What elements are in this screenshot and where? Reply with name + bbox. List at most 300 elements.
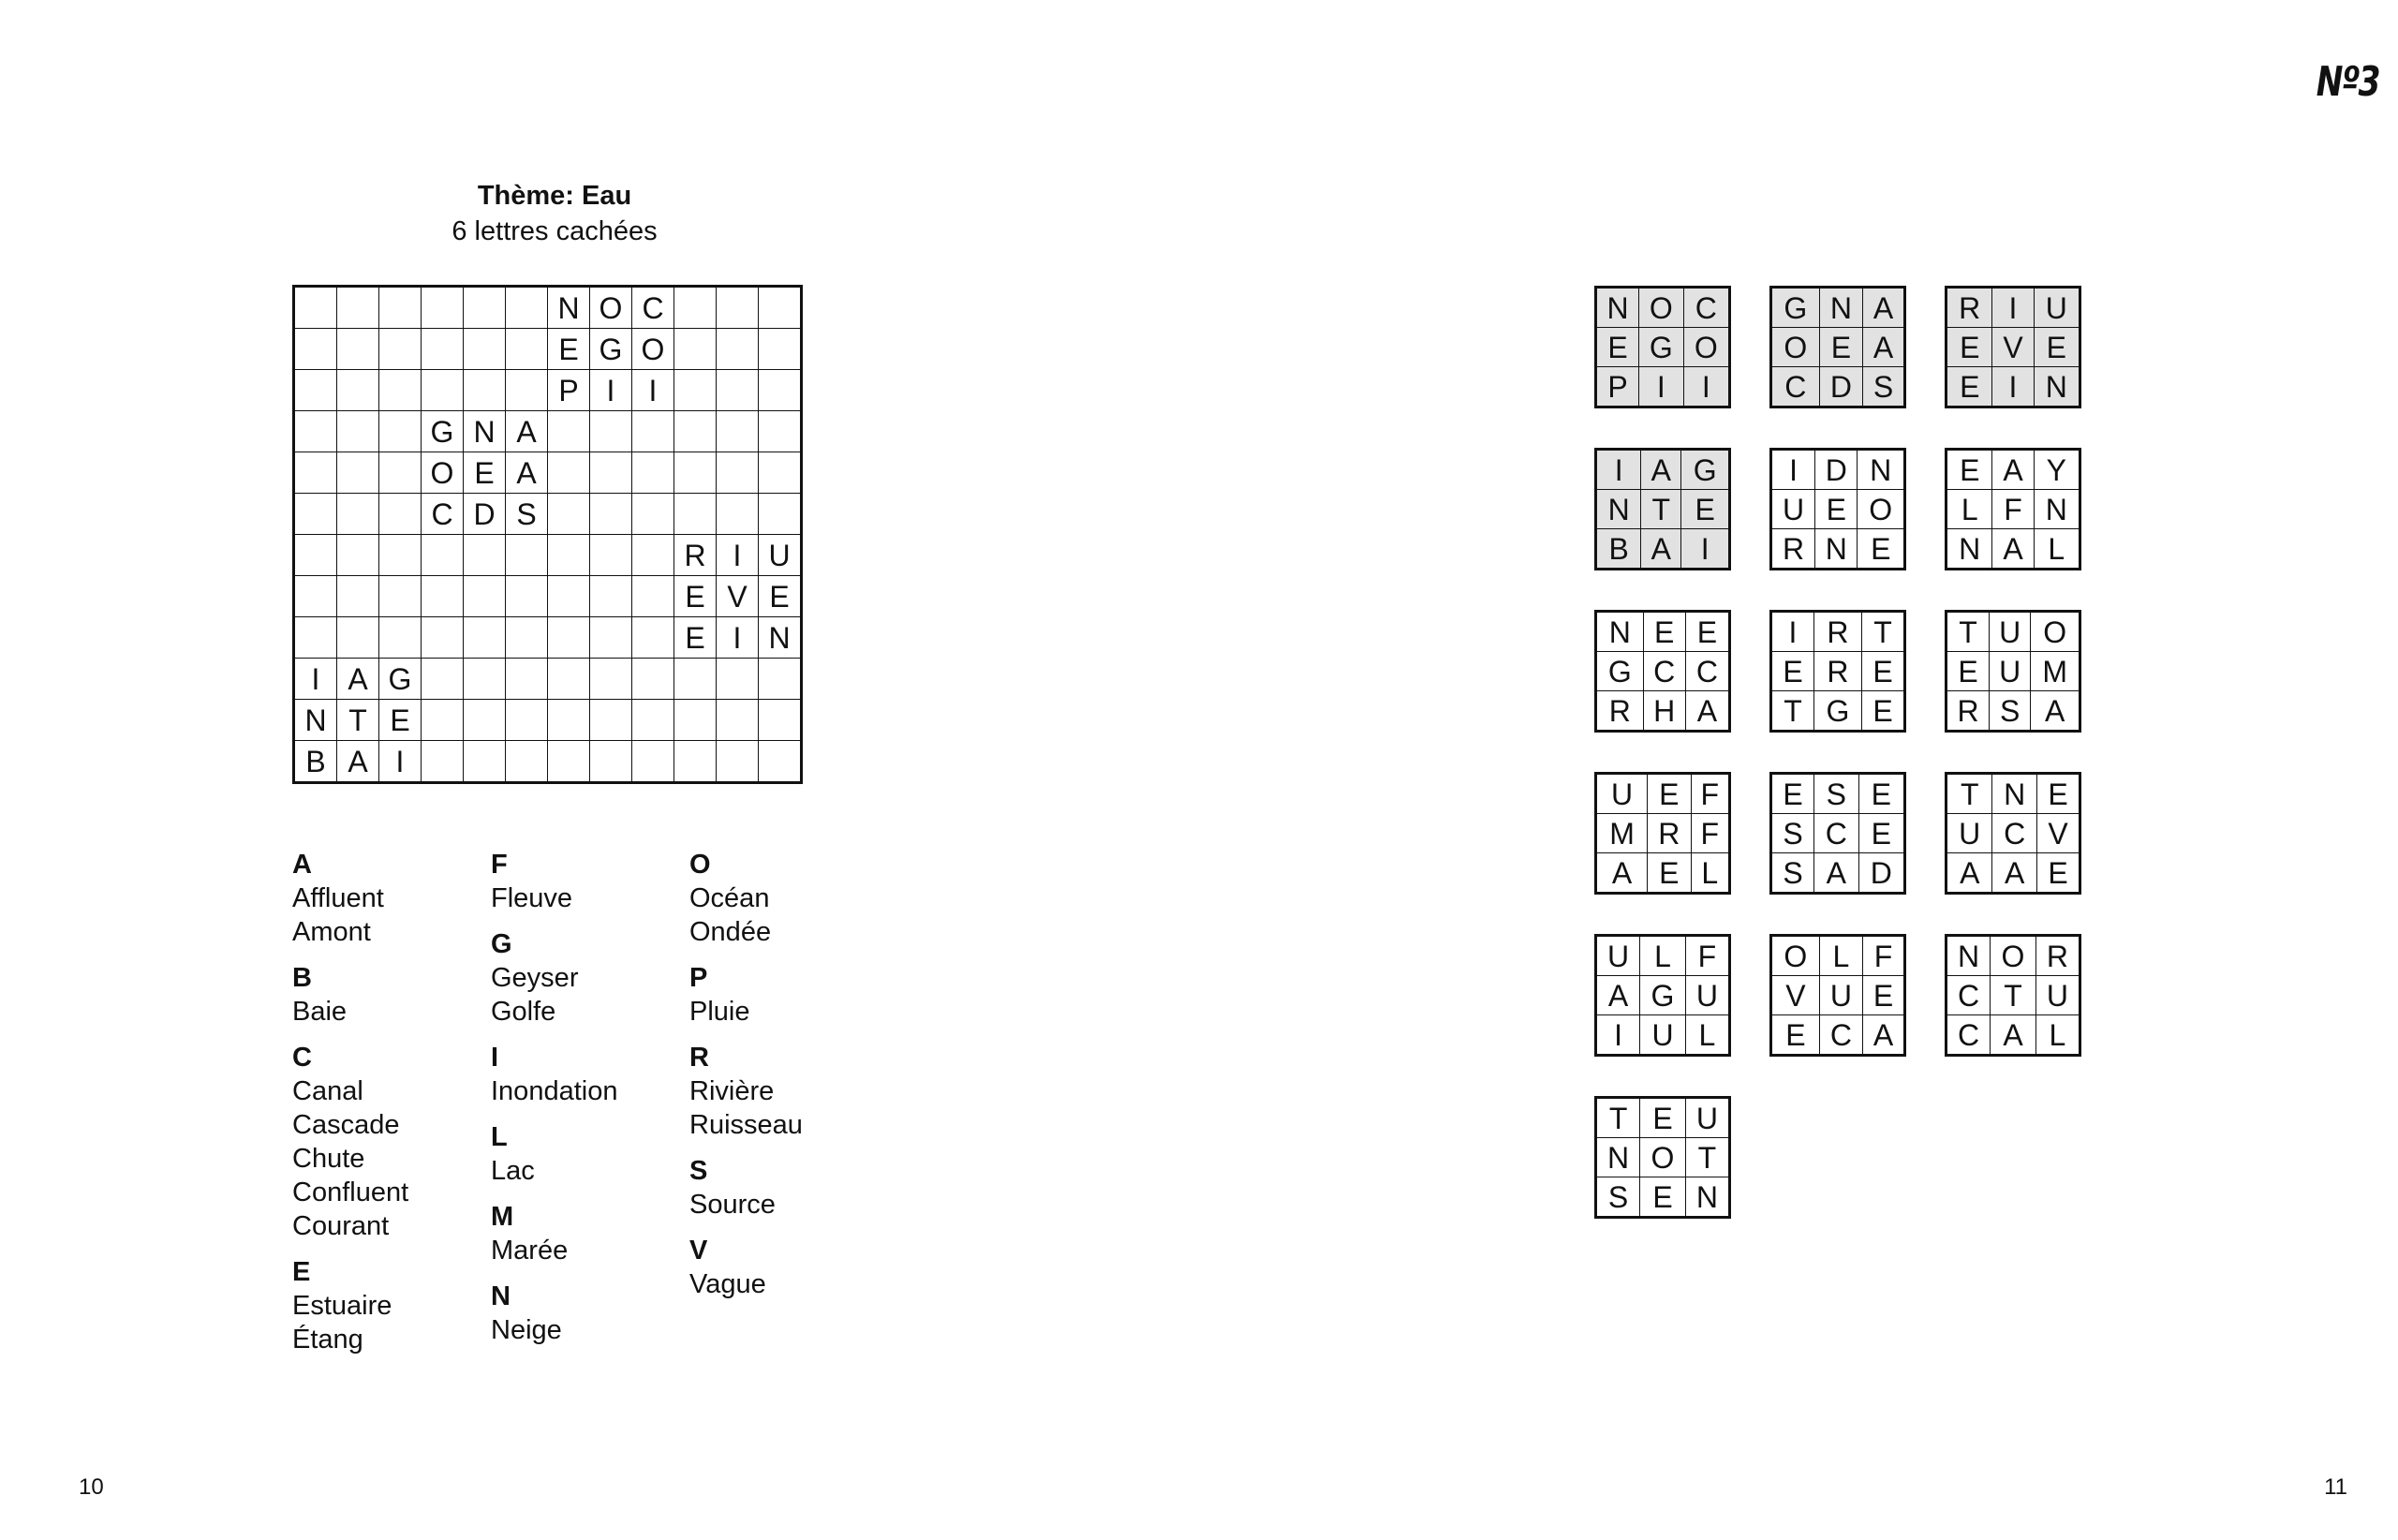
grid-cell[interactable] (590, 411, 632, 452)
grid-cell[interactable] (506, 370, 548, 411)
grid-cell[interactable]: N (464, 411, 506, 452)
word-group (292, 1041, 491, 1243)
grid-cell[interactable]: S (506, 494, 548, 535)
grid-cell[interactable]: G (379, 659, 422, 700)
grid-cell[interactable] (717, 370, 759, 411)
grid-cell[interactable]: T (337, 700, 379, 741)
word-group-letter: M (491, 1202, 514, 1232)
tile-cell: E (1858, 814, 1905, 853)
word-group (491, 927, 689, 1029)
grid-cell[interactable] (337, 287, 379, 329)
tile-cell: G (1681, 450, 1730, 490)
grid-cell[interactable] (464, 617, 506, 659)
grid-cell[interactable] (294, 494, 337, 535)
grid-cell[interactable] (422, 329, 464, 370)
grid-cell[interactable] (506, 700, 548, 741)
grid-cell[interactable] (717, 659, 759, 700)
tile-cell: F (1691, 814, 1729, 853)
word-item: Geyser (491, 963, 579, 993)
grid-cell[interactable] (464, 287, 506, 329)
tile-cell: S (1596, 1177, 1640, 1218)
grid-cell[interactable]: U (759, 535, 802, 576)
word-group (689, 1041, 888, 1142)
grid-cell[interactable] (632, 452, 674, 494)
tile-cell: C (1947, 976, 1991, 1015)
grid-cell[interactable] (717, 411, 759, 452)
grid-cell[interactable] (759, 494, 802, 535)
tile-cell: N (2034, 367, 2080, 407)
grid-cell[interactable]: E (674, 617, 717, 659)
tile-cell: N (1596, 490, 1641, 529)
grid-cell[interactable]: N (294, 700, 337, 741)
grid-cell[interactable]: G (422, 411, 464, 452)
word-group-letter: R (689, 1043, 709, 1073)
tile-cell: E (2036, 774, 2080, 814)
tile-cell: T (1861, 612, 1904, 652)
grid-cell[interactable] (379, 370, 422, 411)
grid-cell[interactable] (674, 700, 717, 741)
tile-cell: U (1947, 814, 1992, 853)
tile-cell: I (1596, 1015, 1640, 1056)
grid-cell[interactable] (548, 700, 590, 741)
grid-cell[interactable] (674, 329, 717, 370)
tile-cell: U (2035, 976, 2080, 1015)
grid-cell[interactable] (506, 287, 548, 329)
grid-cell[interactable]: R (674, 535, 717, 576)
tile-piece-used[interactable] (1769, 286, 1906, 408)
tile-cell: N (1947, 529, 1992, 570)
grid-cell[interactable] (379, 576, 422, 617)
word-group-letter: I (491, 1043, 499, 1073)
grid-cell[interactable]: A (337, 741, 379, 783)
tile-cell: G (1771, 288, 1820, 328)
grid-cell[interactable] (506, 576, 548, 617)
tile-piece[interactable] (1769, 934, 1906, 1057)
word-item: Canal (292, 1076, 363, 1106)
tile-row (1771, 1015, 1905, 1056)
grid-row (294, 576, 802, 617)
tile-cell: E (1640, 1098, 1686, 1138)
grid-cell[interactable] (674, 452, 717, 494)
grid-cell[interactable] (759, 370, 802, 411)
tile-piece-used[interactable] (1594, 286, 1731, 408)
tile-cell: O (1771, 328, 1820, 367)
tile-row (1771, 774, 1905, 814)
grid-cell[interactable] (590, 494, 632, 535)
tile-piece[interactable] (1769, 448, 1906, 570)
grid-cell[interactable] (759, 452, 802, 494)
grid-cell[interactable] (759, 287, 802, 329)
grid-cell[interactable] (422, 741, 464, 783)
tile-row (1596, 814, 1730, 853)
word-item: Inondation (491, 1076, 618, 1106)
grid-cell[interactable] (548, 576, 590, 617)
grid-cell[interactable] (548, 535, 590, 576)
word-group (689, 1234, 888, 1301)
tile-cell: A (1641, 450, 1681, 490)
grid-cell[interactable] (337, 535, 379, 576)
grid-cell[interactable] (506, 741, 548, 783)
word-item: Golfe (491, 997, 556, 1027)
grid-cell[interactable] (632, 494, 674, 535)
grid-cell[interactable]: I (379, 741, 422, 783)
grid-cell[interactable]: I (717, 535, 759, 576)
tile-cell: L (1691, 853, 1729, 894)
grid-cell[interactable] (337, 411, 379, 452)
grid-cell[interactable] (759, 741, 802, 783)
word-item: Ruisseau (689, 1110, 803, 1140)
grid-cell[interactable] (294, 576, 337, 617)
grid-cell[interactable] (632, 411, 674, 452)
grid-cell[interactable] (590, 452, 632, 494)
tile-row (1596, 1177, 1730, 1218)
grid-cell[interactable] (548, 494, 590, 535)
tile-row (1771, 529, 1905, 570)
tile-cell: C (1992, 814, 2037, 853)
tile-cell: G (1813, 691, 1861, 732)
grid-cell[interactable]: A (506, 411, 548, 452)
tile-cell: L (2035, 1015, 2080, 1056)
word-list-column (491, 848, 689, 1369)
tile-cell: T (1685, 1138, 1729, 1177)
grid-cell[interactable] (674, 741, 717, 783)
grid-cell[interactable]: A (506, 452, 548, 494)
grid-cell[interactable]: I (632, 370, 674, 411)
tile-piece[interactable] (1594, 610, 1731, 733)
tile-row (1596, 288, 1730, 328)
grid-cell[interactable] (506, 617, 548, 659)
tile-cell: U (1819, 976, 1862, 1015)
tile-piece[interactable] (1594, 934, 1731, 1057)
tile-row (1947, 288, 2080, 328)
tile-cell: E (1858, 529, 1905, 570)
grid-cell[interactable] (464, 329, 506, 370)
tile-cell: T (1947, 774, 1992, 814)
grid-row (294, 494, 802, 535)
tile-piece[interactable] (1594, 772, 1731, 895)
grid-cell[interactable] (379, 329, 422, 370)
grid-cell[interactable] (674, 287, 717, 329)
tile-cell: O (1991, 936, 2036, 976)
grid-cell[interactable]: N (759, 617, 802, 659)
tile-cell: E (1861, 652, 1904, 691)
grid-cell[interactable] (548, 452, 590, 494)
grid-cell[interactable] (632, 617, 674, 659)
word-group (689, 961, 888, 1029)
grid-cell[interactable]: I (590, 370, 632, 411)
tile-cell: C (1643, 652, 1685, 691)
grid-cell[interactable] (548, 617, 590, 659)
grid-cell[interactable] (590, 700, 632, 741)
grid-row (294, 287, 802, 329)
tile-cell: Y (2034, 450, 2080, 490)
theme-subtitle: 6 lettres cachées (451, 216, 658, 246)
grid-cell[interactable]: A (337, 659, 379, 700)
tile-cell: A (1992, 529, 2034, 570)
tile-cell: E (1819, 328, 1862, 367)
tile-cell: E (1815, 490, 1858, 529)
grid-cell[interactable]: P (548, 370, 590, 411)
grid-cell[interactable] (422, 287, 464, 329)
word-group-letter: E (292, 1257, 311, 1287)
grid-cell[interactable] (717, 741, 759, 783)
word-group-letter: G (491, 929, 512, 959)
tile-cell: L (1640, 936, 1686, 976)
grid-cell[interactable]: C (632, 287, 674, 329)
grid-cell[interactable] (294, 617, 337, 659)
tile-row (1596, 853, 1730, 894)
page-number-left: 10 (79, 1474, 104, 1500)
grid-cell[interactable] (632, 576, 674, 617)
tile-row (1771, 612, 1905, 652)
tile-piece[interactable] (1945, 448, 2081, 570)
grid-cell[interactable] (379, 287, 422, 329)
grid-cell[interactable] (379, 617, 422, 659)
tile-row (1596, 774, 1730, 814)
grid-cell[interactable]: N (548, 287, 590, 329)
grid-cell[interactable] (506, 659, 548, 700)
grid-cell[interactable] (590, 535, 632, 576)
tile-row (1947, 691, 2080, 732)
tile-cell: O (1858, 490, 1905, 529)
grid-cell[interactable] (548, 741, 590, 783)
tile-cell: E (1771, 1015, 1820, 1056)
tile-row (1771, 450, 1905, 490)
tile-cell: G (1639, 328, 1684, 367)
tile-cell: A (2031, 691, 2080, 732)
word-item: Neige (491, 1315, 562, 1345)
word-group (292, 961, 491, 1029)
tile-cell: B (1596, 529, 1641, 570)
grid-cell[interactable] (294, 370, 337, 411)
grid-cell[interactable] (759, 329, 802, 370)
tile-cell: D (1819, 367, 1862, 407)
grid-cell[interactable] (464, 700, 506, 741)
tile-row (1596, 529, 1730, 570)
tile-cell: S (1814, 774, 1859, 814)
grid-cell[interactable] (759, 659, 802, 700)
tile-piece[interactable] (1945, 934, 2081, 1057)
grid-cell[interactable] (632, 700, 674, 741)
grid-cell[interactable] (759, 411, 802, 452)
tile-cell: N (1596, 288, 1639, 328)
tile-cell: U (1990, 652, 2031, 691)
grid-cell[interactable] (717, 329, 759, 370)
tile-cell: N (1992, 774, 2037, 814)
grid-row (294, 700, 802, 741)
grid-cell[interactable] (674, 494, 717, 535)
grid-cell[interactable] (337, 617, 379, 659)
word-group (292, 1255, 491, 1356)
grid-cell[interactable]: B (294, 741, 337, 783)
grid-cell[interactable] (464, 370, 506, 411)
tile-piece-used[interactable] (1945, 286, 2081, 408)
tile-piece[interactable] (1769, 772, 1906, 895)
grid-cell[interactable]: V (717, 576, 759, 617)
grid-cell[interactable]: E (548, 329, 590, 370)
tile-row (1947, 853, 2080, 894)
grid-cell[interactable]: I (294, 659, 337, 700)
grid-cell[interactable] (464, 535, 506, 576)
grid-cell[interactable]: E (674, 576, 717, 617)
tile-cell: T (1596, 1098, 1640, 1138)
grid-row (294, 741, 802, 783)
grid-cell[interactable]: O (422, 452, 464, 494)
grid-cell[interactable] (632, 741, 674, 783)
grid-cell[interactable] (379, 411, 422, 452)
grid-cell[interactable]: G (590, 329, 632, 370)
tile-piece-used[interactable] (1594, 448, 1731, 570)
tile-row (1947, 936, 2080, 976)
word-group-letter: A (292, 850, 312, 880)
grid-cell[interactable] (422, 617, 464, 659)
grid-cell[interactable] (337, 576, 379, 617)
grid-cell[interactable] (422, 700, 464, 741)
word-item: Lac (491, 1156, 535, 1186)
word-item: Amont (292, 917, 371, 947)
tile-cell: E (1858, 774, 1905, 814)
tile-row (1771, 976, 1905, 1015)
grid-cell[interactable] (337, 370, 379, 411)
grid-cell[interactable] (548, 411, 590, 452)
grid-cell[interactable]: I (717, 617, 759, 659)
grid-cell[interactable] (464, 659, 506, 700)
word-item: Cascade (292, 1110, 400, 1140)
grid-cell[interactable] (590, 576, 632, 617)
tile-cell: R (1813, 652, 1861, 691)
grid-cell[interactable]: E (759, 576, 802, 617)
tile-row (1596, 1138, 1730, 1177)
tile-cell: V (1992, 328, 2034, 367)
tile-cell: E (1947, 450, 1992, 490)
tile-cell: A (1596, 853, 1648, 894)
theme-header (367, 178, 742, 249)
grid-cell[interactable] (590, 659, 632, 700)
tile-cell: U (1771, 490, 1815, 529)
grid-cell[interactable] (294, 452, 337, 494)
tile-cell: I (1681, 529, 1730, 570)
grid-cell[interactable] (294, 535, 337, 576)
word-list-column (689, 848, 888, 1369)
grid-cell[interactable] (759, 700, 802, 741)
grid-cell[interactable] (590, 617, 632, 659)
tile-cell: A (1685, 691, 1729, 732)
tile-cell: V (1771, 976, 1820, 1015)
tile-row (1947, 1015, 2080, 1056)
tile-cell: R (1947, 288, 1992, 328)
tile-cell: O (2031, 612, 2080, 652)
word-item: Fleuve (491, 883, 573, 913)
tile-cell: L (2034, 529, 2080, 570)
grid-cell[interactable] (294, 411, 337, 452)
tile-pieces (1594, 286, 2081, 1219)
tile-cell: E (1947, 328, 1992, 367)
tile-row (1947, 814, 2080, 853)
word-item: Confluent (292, 1177, 409, 1207)
grid-cell[interactable] (337, 494, 379, 535)
tile-cell: O (1640, 1138, 1686, 1177)
page-number-right: 11 (2324, 1474, 2347, 1500)
grid-cell[interactable] (674, 411, 717, 452)
word-group-letter: N (491, 1281, 511, 1311)
tile-piece[interactable] (1945, 772, 2081, 895)
tile-row (1596, 936, 1730, 976)
tile-cell: F (1685, 936, 1729, 976)
tile-cell: N (1815, 529, 1858, 570)
grid-row (294, 617, 802, 659)
grid-cell[interactable] (422, 535, 464, 576)
grid-cell[interactable] (337, 329, 379, 370)
tile-row (1947, 367, 2080, 407)
tile-row (1771, 288, 1905, 328)
tile-cell: E (1685, 612, 1729, 652)
word-item: Étang (292, 1325, 363, 1355)
grid-cell[interactable] (674, 659, 717, 700)
tile-row (1771, 814, 1905, 853)
grid-cell[interactable] (422, 659, 464, 700)
tile-cell: U (1990, 612, 2031, 652)
grid-cell[interactable] (506, 329, 548, 370)
grid-cell[interactable] (632, 659, 674, 700)
tile-cell: E (1863, 976, 1905, 1015)
tile-cell: A (1596, 976, 1640, 1015)
grid-cell[interactable]: E (379, 700, 422, 741)
tile-row (1947, 450, 2080, 490)
grid-cell[interactable] (674, 370, 717, 411)
grid-cell[interactable] (379, 452, 422, 494)
grid-cell[interactable] (717, 494, 759, 535)
grid-cell[interactable] (464, 741, 506, 783)
grid-cell[interactable]: E (464, 452, 506, 494)
grid-cell[interactable] (548, 659, 590, 700)
grid-cell[interactable] (294, 287, 337, 329)
grid-cell[interactable]: C (422, 494, 464, 535)
tile-piece[interactable] (1594, 1096, 1731, 1219)
tile-piece[interactable] (1945, 610, 2081, 733)
tile-cell: I (1639, 367, 1684, 407)
grid-cell[interactable] (717, 700, 759, 741)
grid-cell[interactable]: O (590, 287, 632, 329)
tile-cell: E (1643, 612, 1685, 652)
tile-cell: E (1947, 652, 1990, 691)
grid-cell[interactable] (379, 535, 422, 576)
tile-cell: R (2035, 936, 2080, 976)
grid-cell[interactable] (379, 494, 422, 535)
tile-piece[interactable] (1769, 610, 1906, 733)
word-group (689, 848, 888, 949)
grid-cell[interactable] (422, 370, 464, 411)
grid-cell[interactable] (337, 452, 379, 494)
grid-cell[interactable] (464, 576, 506, 617)
grid-cell[interactable] (294, 329, 337, 370)
grid-cell[interactable] (422, 576, 464, 617)
grid-cell[interactable] (590, 741, 632, 783)
grid-cell[interactable] (717, 452, 759, 494)
word-group-letter: F (491, 850, 508, 880)
tile-cell: I (1992, 367, 2034, 407)
tile-cell: I (1596, 450, 1641, 490)
word-group-letter: P (689, 963, 708, 993)
tile-row (1596, 490, 1730, 529)
tile-cell: I (1992, 288, 2034, 328)
grid-cell[interactable] (632, 535, 674, 576)
grid-cell[interactable]: O (632, 329, 674, 370)
word-list-column (292, 848, 491, 1369)
grid-cell[interactable] (506, 535, 548, 576)
grid-cell[interactable] (717, 287, 759, 329)
tile-cell: N (1596, 612, 1644, 652)
grid-cell[interactable]: D (464, 494, 506, 535)
